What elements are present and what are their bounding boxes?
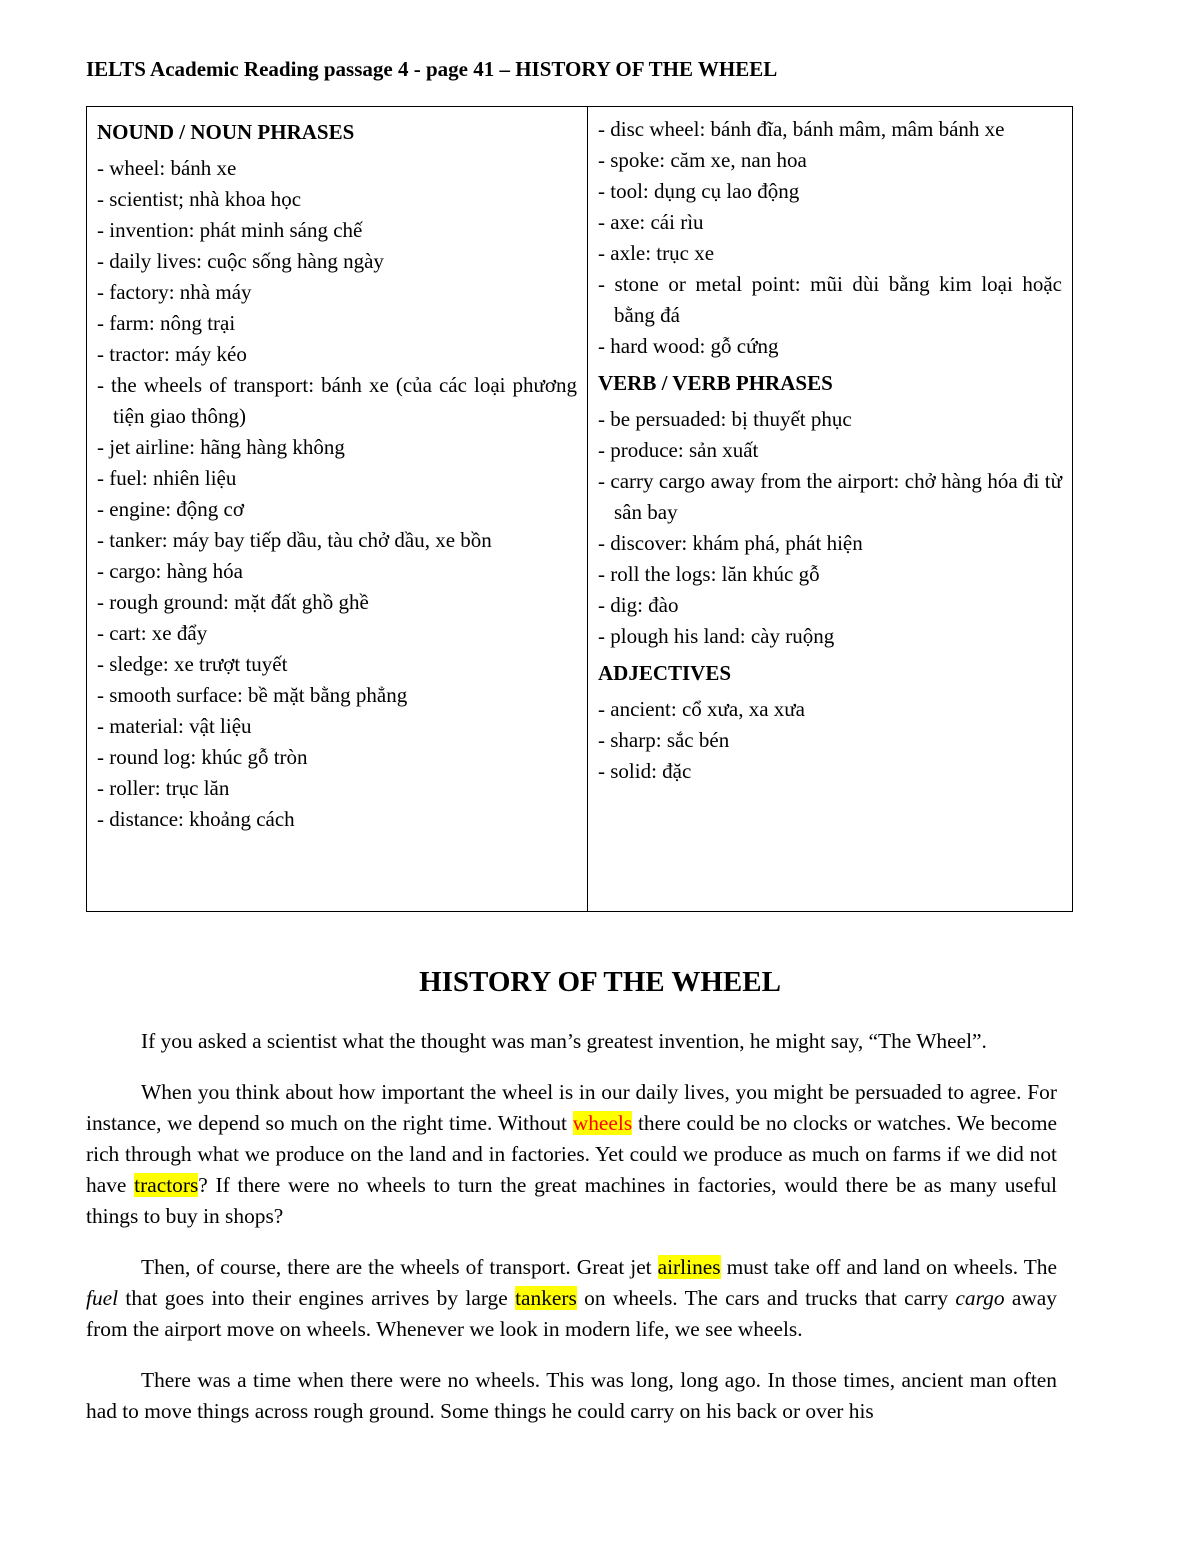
vocab-item: - fuel: nhiên liệu (97, 466, 237, 490)
vocab-item: - rough ground: mặt đất ghồ ghề (97, 590, 369, 614)
highlighted-word: airlines (657, 1255, 721, 1279)
text-run: When you think about how important the wheel is in our daily lives, you might be persuaded to agree. For instance, we depend so much on the right time. Without (86, 1080, 1057, 1135)
adjectives-heading: ADJECTIVES (598, 661, 732, 685)
vocab-item: - disc wheel: bánh đĩa, bánh mâm, mâm bánh xe (598, 117, 1005, 141)
highlighted-word: tankers (515, 1286, 577, 1310)
vocab-item: - spoke: căm xe, nan hoa (598, 148, 807, 172)
vocab-item: - ancient: cổ xưa, xa xưa (598, 697, 806, 721)
vocab-item: - smooth surface: bề mặt bằng phẳng (97, 683, 408, 707)
vocab-item: - daily lives: cuộc sống hàng ngày (97, 249, 384, 273)
vocab-item: - axe: cái rìu (598, 210, 704, 234)
page-header: IELTS Academic Reading passage 4 - page 41 – HISTORY OF THE WHEEL (86, 57, 778, 81)
paragraph-1: If you asked a scientist what the thought was man’s greatest invention, he might say, “The Wheel”. (141, 1029, 987, 1053)
vocab-item: - invention: phát minh sáng chế (97, 218, 363, 242)
passage-title: HISTORY OF THE WHEEL (419, 966, 781, 998)
highlighted-word: wheels (572, 1111, 633, 1135)
paragraph-3 (86, 1252, 1057, 1345)
nouns-column (87, 107, 588, 912)
highlighted-word: tractors (134, 1173, 199, 1197)
vocab-item: - scientist; nhà khoa học (97, 187, 302, 211)
vocab-item: - cargo: hàng hóa (97, 559, 243, 583)
text-run: there could be no clocks or watches. We become rich through what we produce on the land and in factories. Yet could we produce as much on farms if we did not have (86, 1111, 1057, 1197)
vocab-item: - roll the logs: lăn khúc gỗ (598, 562, 820, 586)
vocab-item: - plough his land: cày ruộng (598, 624, 835, 648)
vocab-item: - sharp: sắc bén (598, 728, 730, 752)
verbs-adjectives-column (588, 107, 1073, 912)
vocab-item: - farm: nông trại (97, 311, 236, 335)
vocab-item: - sledge: xe trượt tuyết (97, 652, 288, 676)
vocab-item: - the wheels of transport: bánh xe (của các loại phương tiện giao thông) (97, 373, 577, 428)
vocab-item: - roller: trục lăn (97, 776, 230, 800)
vocab-item: - produce: sản xuất (598, 438, 759, 462)
vocab-item: - tool: dụng cụ lao động (598, 179, 800, 203)
vocab-item: - dig: đào (598, 593, 679, 617)
italic-word: fuel (86, 1286, 119, 1310)
vocab-item: - round log: khúc gỗ tròn (97, 745, 308, 769)
vocab-item: - jet airline: hãng hàng không (97, 435, 345, 459)
vocab-item: - stone or metal point: mũi dùi bằng kim loại hoặc bằng đá (598, 272, 1062, 327)
passage-body (86, 1026, 1057, 1447)
vocab-item: - be persuaded: bị thuyết phục (598, 407, 852, 431)
paragraph-4: There was a time when there were no wheels. This was long, long ago. In those times, ancient man often had to move things across rough ground. Some things he could carry on his back or over his (86, 1368, 1057, 1423)
text-run: that goes into their engines arrives by large (118, 1286, 516, 1310)
nouns-heading: NOUND / NOUN PHRASES (97, 120, 355, 144)
vocab-item: - wheel: bánh xe (97, 156, 237, 180)
verbs-heading: VERB / VERB PHRASES (598, 371, 833, 395)
vocab-item: - material: vật liệu (97, 714, 252, 738)
paragraph-2 (86, 1077, 1057, 1232)
vocab-item: - hard wood: gỗ cứng (598, 334, 779, 358)
vocab-item: - tractor: máy kéo (97, 342, 247, 366)
vocab-item: - carry cargo away from the airport: chở hàng hóa đi từ sân bay (598, 469, 1062, 524)
vocab-item: - engine: động cơ (97, 497, 244, 521)
vocabulary-table (86, 106, 1073, 912)
vocab-item: - distance: khoảng cách (97, 807, 295, 831)
vocab-item: - cart: xe đẩy (97, 621, 208, 645)
vocab-item: - tanker: máy bay tiếp dầu, tàu chở dầu, xe bồn (97, 528, 492, 552)
vocab-item: - solid: đặc (598, 759, 692, 783)
text-run: ? If there were no wheels to turn the great machines in factories, would there be as many useful things to buy in shops? (86, 1173, 1057, 1228)
text-run: on wheels. The cars and trucks that carry (576, 1286, 956, 1310)
vocab-item: - axle: trục xe (598, 241, 715, 265)
text-run: away from the airport move on wheels. Whenever we look in modern life, we see wheels. (86, 1286, 1057, 1341)
italic-word: cargo (955, 1286, 1005, 1310)
text-run: must take off and land on wheels. The (720, 1255, 1057, 1279)
text-run: Then, of course, there are the wheels of transport. Great jet (141, 1255, 658, 1279)
vocab-item: - factory: nhà máy (97, 280, 252, 304)
vocab-item: - discover: khám phá, phát hiện (598, 531, 863, 555)
